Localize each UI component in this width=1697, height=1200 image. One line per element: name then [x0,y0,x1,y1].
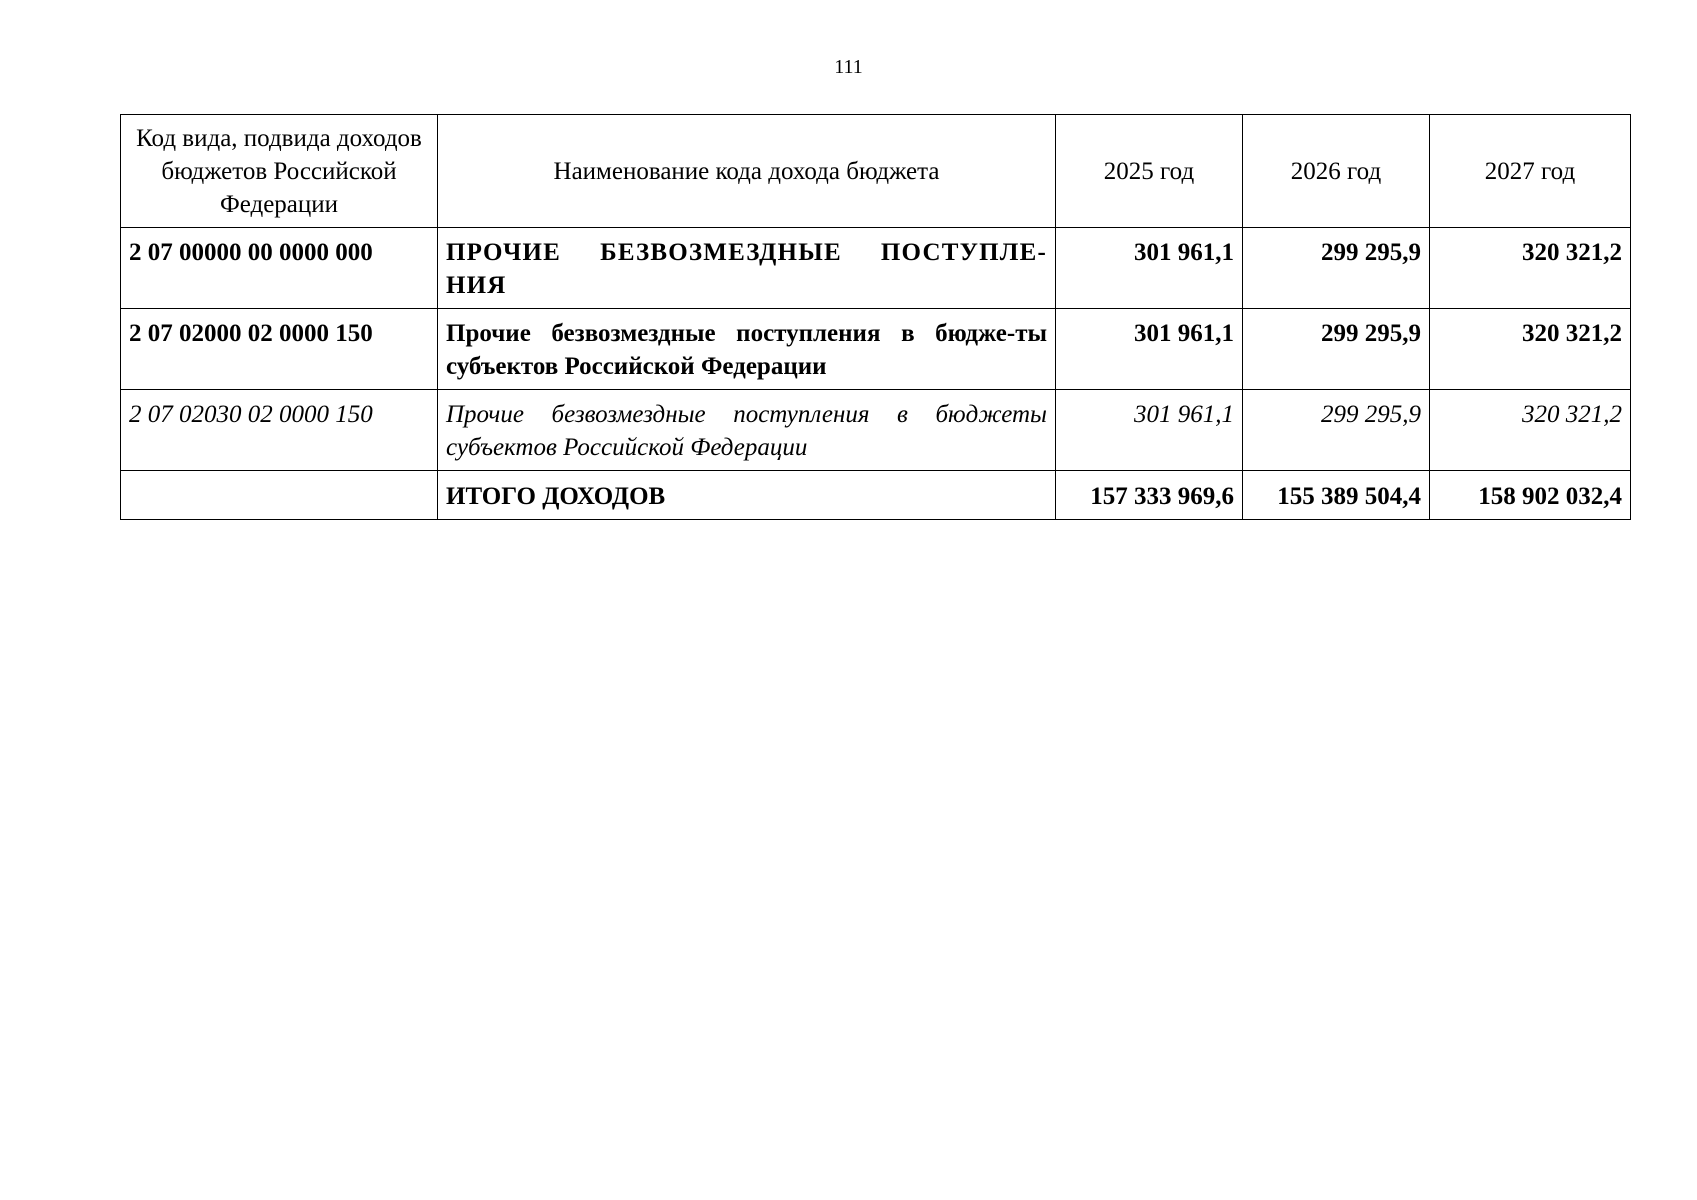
row-code: 2 07 02000 02 0000 150 [121,309,438,390]
header-2026: 2026 год [1243,115,1430,228]
row-value-2027: 320 321,2 [1430,390,1631,471]
page-number: 111 [834,56,863,78]
row-name: ПРОЧИЕ БЕЗВОЗМЕЗДНЫЕ ПОСТУПЛЕ-НИЯ [438,228,1056,309]
row-name: Прочие безвозмездные поступления в бюдже-ты субъектов Российской Федерации [438,309,1056,390]
header-code: Код вида, подвида доходов бюджетов Российской Федерации [121,115,438,228]
total-value-2027: 158 902 032,4 [1430,471,1631,520]
table-header-row [121,115,1631,228]
table-row [121,309,1631,390]
total-value-2025: 157 333 969,6 [1056,471,1243,520]
row-value-2027: 320 321,2 [1430,228,1631,309]
table-row [121,228,1631,309]
table-row [121,390,1631,471]
row-value-2025: 301 961,1 [1056,390,1243,471]
row-value-2025: 301 961,1 [1056,228,1243,309]
row-value-2026: 299 295,9 [1243,390,1430,471]
row-value-2025: 301 961,1 [1056,309,1243,390]
row-name: Прочие безвозмездные поступления в бюджеты субъектов Российской Федерации [438,390,1056,471]
total-code [121,471,438,520]
total-label: ИТОГО ДОХОДОВ [438,471,1056,520]
header-2025: 2025 год [1056,115,1243,228]
row-code: 2 07 02030 02 0000 150 [121,390,438,471]
row-value-2026: 299 295,9 [1243,309,1430,390]
budget-revenue-table [120,114,1631,520]
row-value-2027: 320 321,2 [1430,309,1631,390]
row-value-2026: 299 295,9 [1243,228,1430,309]
total-value-2026: 155 389 504,4 [1243,471,1430,520]
header-2027: 2027 год [1430,115,1631,228]
row-code: 2 07 00000 00 0000 000 [121,228,438,309]
header-name: Наименование кода дохода бюджета [438,115,1056,228]
total-row [121,471,1631,520]
